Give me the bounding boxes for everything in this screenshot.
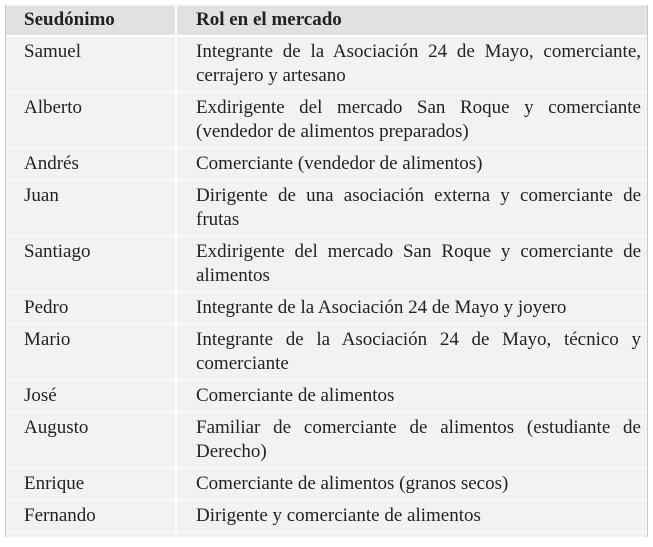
role-cell: Dirigente y comerciante de alimentos bbox=[176, 501, 647, 533]
pseudonym-cell: Mario bbox=[6, 325, 176, 381]
pseudonym-cell: Alberto bbox=[6, 93, 176, 149]
pseudonym-cell: Santiago bbox=[6, 237, 176, 293]
role-cell: Exdirigente del mercado San Roque y comerciante (vendedor de alimentos preparados) bbox=[176, 93, 647, 149]
header-role: Rol en el mercado bbox=[176, 6, 647, 36]
table-row bbox=[6, 181, 647, 237]
pseudonym-cell: Enrique bbox=[6, 469, 176, 501]
table-row bbox=[6, 501, 647, 533]
table-row bbox=[6, 93, 647, 149]
header-pseudonym: Seudónimo bbox=[6, 6, 176, 36]
pseudonym-role-table bbox=[6, 6, 647, 533]
role-cell: Integrante de la Asociación 24 de Mayo, técnico y comerciante bbox=[176, 325, 647, 381]
pseudonym-cell: Samuel bbox=[6, 36, 176, 93]
table-row bbox=[6, 381, 647, 413]
pseudonym-cell: Pedro bbox=[6, 293, 176, 325]
table-header-row bbox=[6, 6, 647, 36]
table-row bbox=[6, 469, 647, 501]
role-cell: Exdirigente del mercado San Roque y comerciante de alimentos bbox=[176, 237, 647, 293]
table-row bbox=[6, 413, 647, 469]
role-cell: Dirigente de una asociación externa y comerciante de frutas bbox=[176, 181, 647, 237]
pseudonym-cell: Fernando bbox=[6, 501, 176, 533]
table-row bbox=[6, 149, 647, 181]
pseudonym-cell: Augusto bbox=[6, 413, 176, 469]
table-row bbox=[6, 325, 647, 381]
pseudonym-cell: Andrés bbox=[6, 149, 176, 181]
role-cell: Familiar de comerciante de alimentos (estudiante de Derecho) bbox=[176, 413, 647, 469]
role-cell: Comerciante de alimentos (granos secos) bbox=[176, 469, 647, 501]
role-cell: Comerciante de alimentos bbox=[176, 381, 647, 413]
role-cell: Comerciante (vendedor de alimentos) bbox=[176, 149, 647, 181]
role-cell: Integrante de la Asociación 24 de Mayo y joyero bbox=[176, 293, 647, 325]
role-cell: Integrante de la Asociación 24 de Mayo, comerciante, cerrajero y artesano bbox=[176, 36, 647, 93]
table-row bbox=[6, 237, 647, 293]
pseudonym-cell: Juan bbox=[6, 181, 176, 237]
table-row bbox=[6, 36, 647, 93]
table-row bbox=[6, 293, 647, 325]
pseudonym-cell: José bbox=[6, 381, 176, 413]
